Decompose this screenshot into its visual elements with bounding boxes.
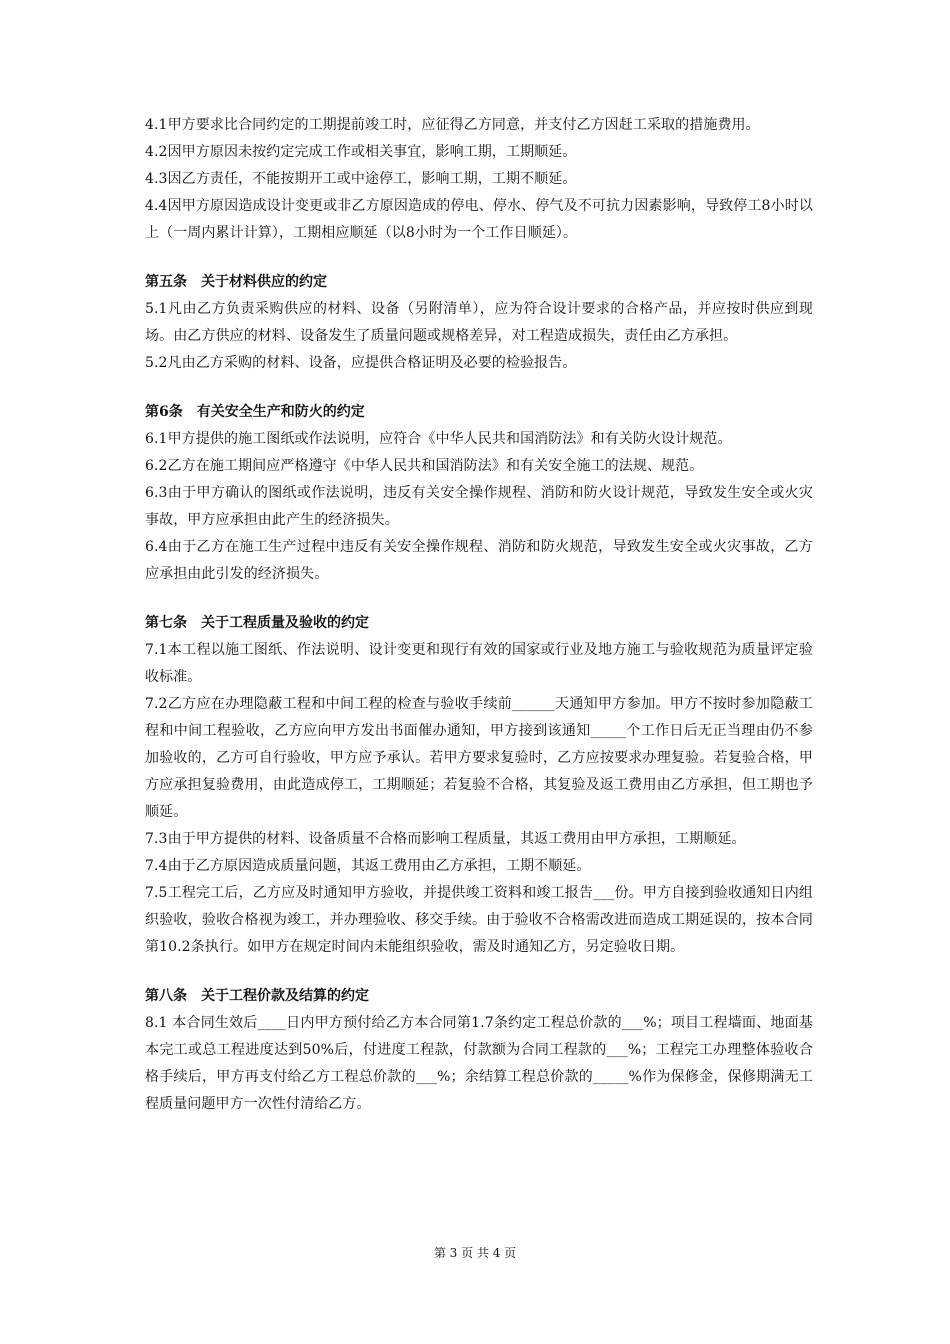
clause-7-4: 7.4由于乙方原因造成质量问题，其返工费用由乙方承担，工期不顺延。	[145, 858, 591, 874]
clause-6-3: 6.3由于甲方确认的图纸或作法说明，违反有关安全操作规程、消防和防火设计规范，导致发生安全或火灾事故，甲方应承担由此产生的经济损失。	[145, 485, 813, 528]
section-article-4-continued	[145, 112, 813, 247]
article-8-heading: 第八条 关于工程价款及结算的约定	[145, 988, 369, 1004]
clause-7-1: 7.1本工程以施工图纸、作法说明、设计变更和现行有效的国家或行业及地方施工与验收规范为质量评定验收标准。	[145, 642, 813, 685]
section-article-7	[145, 610, 813, 961]
section-article-5	[145, 269, 813, 377]
clause-6-1: 6.1甲方提供的施工图纸或作法说明，应符合《中华人民共和国消防法》和有关防火设计规范。	[145, 431, 732, 447]
article-5-heading: 第五条 关于材料供应的约定	[145, 274, 327, 290]
clause-6-4: 6.4由于乙方在施工生产过程中违反有关安全操作规程、消防和防火规范，导致发生安全或火灾事故，乙方应承担由此引发的经济损失。	[145, 539, 813, 582]
clause-5-1: 5.1凡由乙方负责采购供应的材料、设备（另附清单），应为符合设计要求的合格产品，并应按时供应到现场。由乙方供应的材料、设备发生了质量问题或规格差异，对工程造成损失，责任由乙方承担。	[145, 301, 813, 344]
clause-4-3: 4.3因乙方责任，不能按期开工或中途停工，影响工期，工期不顺延。	[145, 171, 577, 187]
clause-6-2: 6.2乙方在施工期间应严格遵守《中华人民共和国消防法》和有关安全施工的法规、规范。	[145, 458, 704, 474]
clause-8-1: 8.1 本合同生效后____日内甲方预付给乙方本合同第1.7条约定工程总价款的___%；项目工程墙面、地面基本完工或总工程进度达到50%后，付进度工程款，付款额为合同工程款的___%；工程完工办理整体验收合格手续后，甲方再支付给乙方工程总价款的___%；余结算工程总价款的_____%作为保修金，保修期满无工程质量问题甲方一次性付清给乙方。	[145, 1015, 813, 1112]
clause-7-2: 7.2乙方应在办理隐蔽工程和中间工程的检查与验收手续前______天通知甲方参加。甲方不按时参加隐蔽工程和中间工程验收，乙方应向甲方发出书面催办通知，甲方接到该通知_____个工作日后无正当理由仍不参加验收的，乙方可自行验收，甲方应予承认。若甲方要求复验时，乙方应按要求办理复验。若复验合格，甲方应承担复验费用，由此造成停工，工期顺延；若复验不合格，其复验及返工费用由乙方承担，但工期也予顺延。	[145, 696, 813, 820]
clause-5-2: 5.2凡由乙方采购的材料、设备，应提供合格证明及必要的检验报告。	[145, 355, 577, 371]
section-article-6	[145, 399, 813, 588]
clause-4-4: 4.4因甲方原因造成设计变更或非乙方原因造成的停电、停水、停气及不可抗力因素影响，导致停工8小时以上（一周内累计计算），工期相应顺延（以8小时为一个工作日顺延）。	[145, 198, 813, 241]
article-6-heading: 第6条 有关安全生产和防火的约定	[145, 404, 365, 420]
clause-7-3: 7.3由于甲方提供的材料、设备质量不合格而影响工程质量，其返工费用由甲方承担，工期顺延。	[145, 831, 746, 847]
page-footer: 第 3 页 共 4 页	[433, 1246, 517, 1260]
document-body	[145, 112, 813, 1118]
clause-4-1: 4.1甲方要求比合同约定的工期提前竣工时，应征得乙方同意，并支付乙方因赶工采取的措施费用。	[145, 117, 760, 133]
clause-7-5: 7.5工程完工后，乙方应及时通知甲方验收，并提供竣工资料和竣工报告___份。甲方自接到验收通知日内组织验收，验收合格视为竣工，并办理验收、移交手续。由于验收不合格需改进而造成工期延误的，按本合同第10.2条执行。如甲方在规定时间内未能组织验收，需及时通知乙方，另定验收日期。	[145, 885, 813, 955]
article-7-heading: 第七条 关于工程质量及验收的约定	[145, 615, 369, 631]
section-article-8	[145, 983, 813, 1118]
clause-4-2: 4.2因甲方原因未按约定完成工作或相关事宜，影响工期，工期顺延。	[145, 144, 577, 160]
